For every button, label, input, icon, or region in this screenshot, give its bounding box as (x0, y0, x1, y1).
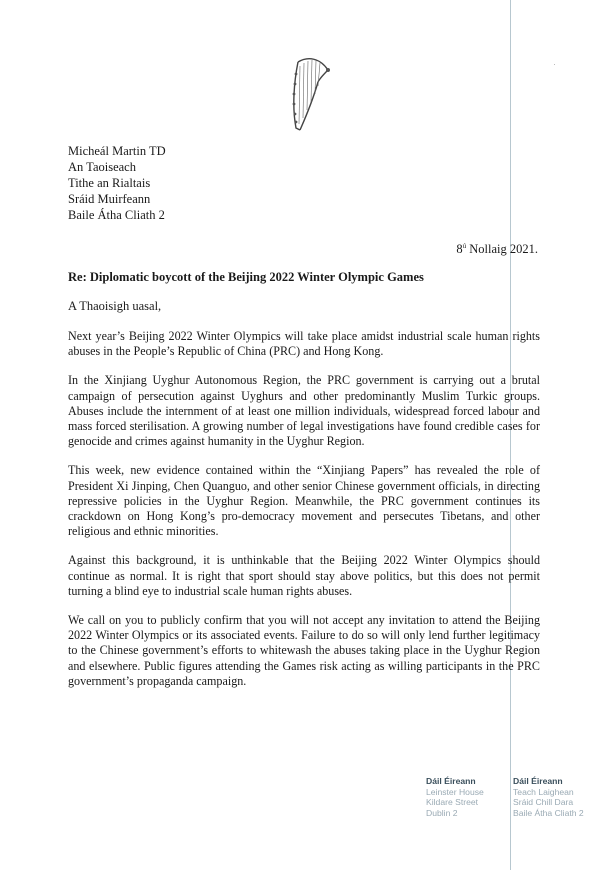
footer-address-irish (513, 776, 584, 818)
footer-line: Teach Laighean (513, 786, 574, 797)
subject-line: Re: Diplomatic boycott of the Beijing 2022 Winter Olympic Games (68, 270, 424, 284)
date-rest: Nollaig 2021. (466, 242, 538, 257)
footer-line: Leinster House (426, 786, 484, 797)
letter-body (68, 329, 540, 703)
body-paragraph: Against this background, it is unthinkable that the Beijing 2022 Winter Olympics should continue as normal. It is right that sport should stay above politics, but this does not permit turning a blind eye to industrial scale human rights abuses. (68, 553, 540, 598)
footer-line: Sráid Chill Dara (513, 797, 574, 808)
body-paragraph: We call on you to publicly confirm that you will not accept any invitation to attend the Beijing 2022 Winter Olympics or its associated events. Failure to do so will only lend further legitimacy to the Chinese government’s efforts to whitewash the abuses taking place in the Uyghur Region and elsewhere. Public figures attending the Games risk acting as willing participants in the PRC government’s propaganda campaign. (68, 613, 540, 688)
body-paragraph: This week, new evidence contained within the “Xinjiang Papers” has revealed the role of President Xi Jinping, Chen Quanguo, and other senior Chinese government officials, in directing repressive policies in the Uyghur Region. Meanwhile, the PRC government continues its crackdown on Hong Kong’s pro-democracy movement and persecutes Tibetans, and other religious and ethnic minorities. (68, 463, 540, 539)
address-line: Micheál Martin TD (68, 144, 166, 158)
body-paragraph: In the Xinjiang Uyghur Autonomous Region, the PRC government is carrying out a brutal campaign of persecution against Uyghurs and other predominantly Muslim Turkic groups. Abuses include the internment of at least one million individuals, widespread forced labour and mass forced sterilisation. A growing number of legal investigations have found credible cases for genocide and crimes against humanity in the Uyghur Region. (68, 373, 540, 449)
address-line: Tithe an Rialtais (68, 176, 151, 190)
date-suffix: ú (462, 242, 467, 250)
footer-address-english (426, 776, 484, 818)
footer-line: Dublin 2 (426, 807, 458, 818)
harp-emblem-icon (284, 52, 334, 136)
date-day: 8 (456, 242, 463, 257)
address-line: An Taoiseach (68, 160, 136, 174)
letter-date (456, 242, 538, 257)
footer-title: Dáil Éireann (426, 776, 476, 786)
footer-line: Baile Átha Cliath 2 (513, 807, 584, 818)
salutation: A Thaoisigh uasal, (68, 299, 162, 313)
footer-line: Kildare Street (426, 797, 479, 808)
address-line: Baile Átha Cliath 2 (68, 208, 165, 222)
address-line: Sráid Muirfeann (68, 192, 151, 206)
footer-title: Dáil Éireann (513, 776, 563, 786)
body-paragraph: Next year’s Beijing 2022 Winter Olympics will take place amidst industrial scale human rights abuses in the People’s Republic of China (PRC) and Hong Kong. (68, 329, 540, 359)
recipient-address (68, 143, 166, 223)
speck (554, 64, 555, 65)
